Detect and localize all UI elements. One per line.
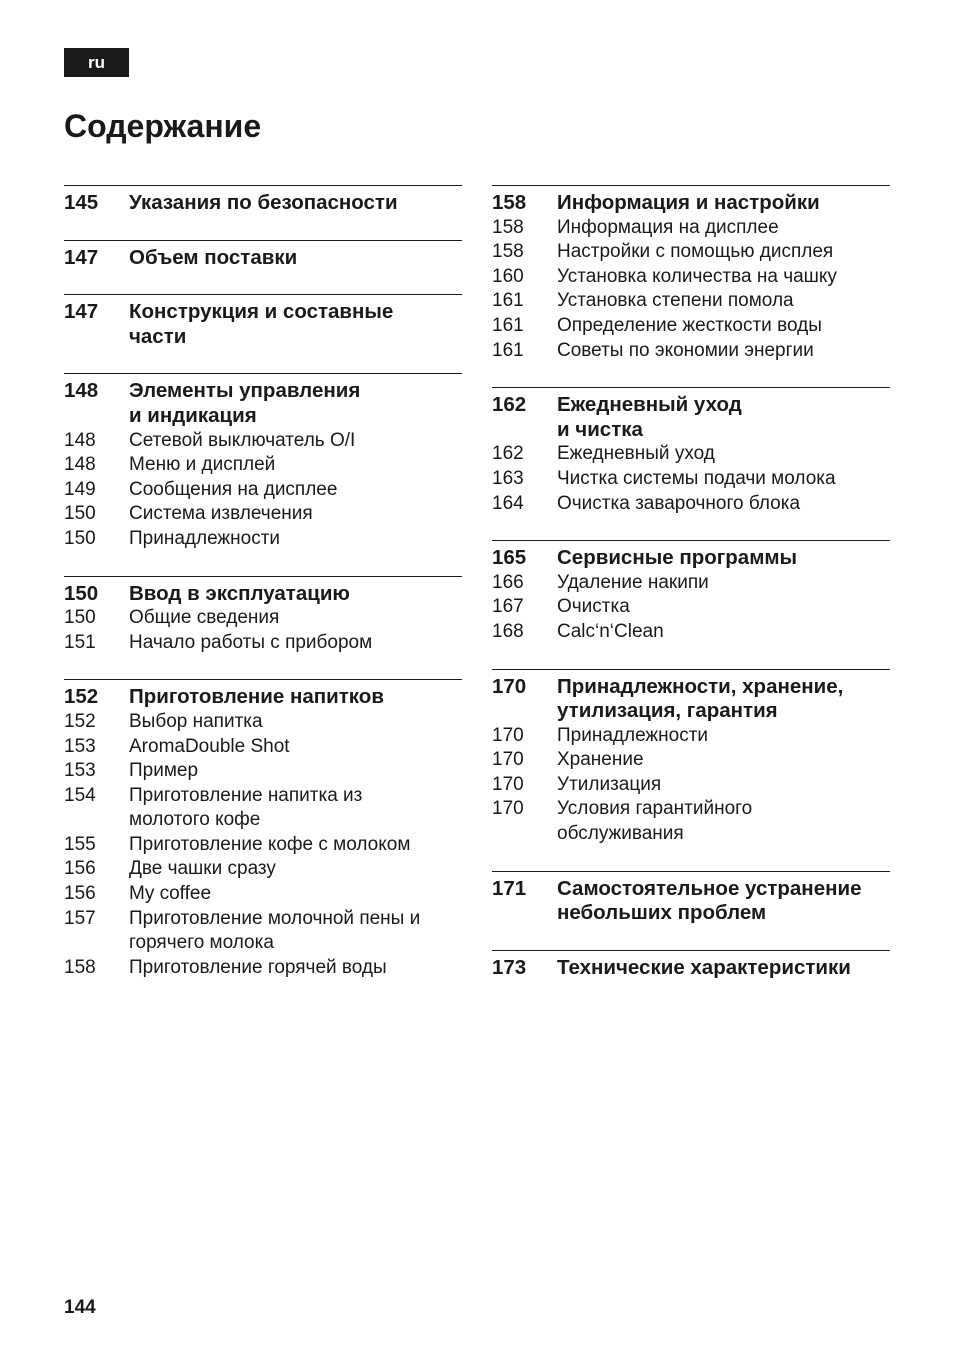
- toc-entry[interactable]: [492, 773, 890, 798]
- toc-text-line: Две чашки сразу: [129, 858, 276, 880]
- toc-section-heading[interactable]: [492, 675, 890, 724]
- toc-text-line: Очистка: [557, 596, 630, 618]
- toc-entry-text: [557, 216, 890, 241]
- toc-page-number: 156: [64, 858, 96, 880]
- toc-text-line: Принадлежности: [557, 724, 709, 746]
- toc-text-line: Хранение: [557, 749, 644, 771]
- language-badge: ru: [64, 48, 129, 77]
- toc-entry[interactable]: [492, 314, 890, 339]
- toc-page-number: 170: [492, 724, 524, 746]
- toc-entry[interactable]: [492, 467, 890, 492]
- toc-entry[interactable]: [492, 748, 890, 773]
- toc-entry-text: [557, 339, 890, 364]
- toc-entry-text: [557, 748, 890, 773]
- toc-heading-text: [557, 393, 890, 442]
- toc-text-line: молотого кофе: [129, 809, 261, 831]
- toc-entry-text: [129, 478, 462, 503]
- toc-page-number: 170: [492, 674, 527, 698]
- toc-entry[interactable]: [492, 289, 890, 314]
- toc-text-line: Конструкция и составные: [129, 300, 394, 324]
- toc-page-number: 161: [492, 339, 524, 361]
- toc-text-line: Настройки с помощью дисплея: [557, 241, 834, 263]
- toc-text-line: Объем поставки: [129, 245, 298, 269]
- toc-heading-text: [129, 685, 462, 710]
- toc-text-line: горячего молока: [129, 932, 274, 954]
- toc-page-number: 171: [492, 876, 527, 900]
- toc-entry[interactable]: [64, 631, 462, 656]
- toc-heading-text: [129, 582, 462, 607]
- toc-entry-text: [557, 620, 890, 645]
- toc-page-number: 153: [64, 735, 96, 757]
- toc-entry[interactable]: [492, 571, 890, 596]
- toc-page-number: 152: [64, 710, 96, 732]
- toc-section-heading[interactable]: [492, 393, 890, 442]
- toc-text-line: и индикация: [129, 403, 257, 427]
- toc-page-number: 147: [64, 300, 99, 324]
- toc-page-number: 170: [492, 773, 524, 795]
- toc-page-number: 155: [64, 833, 96, 855]
- toc-text-line: Приготовление кофе с молоком: [129, 833, 411, 855]
- toc-page-number: 164: [492, 492, 524, 514]
- toc-heading-text: [557, 546, 890, 571]
- toc-page-number: 145: [64, 191, 99, 214]
- toc-entry-text: [557, 314, 890, 339]
- toc-section: [64, 185, 462, 240]
- toc-entry[interactable]: [64, 527, 462, 552]
- toc-text-line: Установка степени помола: [557, 290, 794, 312]
- toc-heading-text: [129, 191, 462, 216]
- toc-page-number: 160: [492, 265, 524, 287]
- toc-section: [64, 240, 462, 295]
- toc-text-line: Установка количества на чашку: [557, 265, 837, 287]
- toc-entry[interactable]: [492, 216, 890, 241]
- toc-page-number: 151: [64, 631, 96, 653]
- toc-entry[interactable]: [492, 492, 890, 517]
- toc-entry-text: [129, 631, 462, 656]
- toc-page-number: 152: [64, 685, 99, 709]
- toc-page-number: 154: [64, 784, 96, 806]
- toc-text-line: Условия гарантийного: [557, 798, 753, 820]
- toc-page-number: 150: [64, 581, 99, 605]
- toc-entry[interactable]: [64, 710, 462, 735]
- toc-entry-text: [557, 240, 890, 265]
- toc-text-line: Принадлежности: [129, 527, 281, 549]
- toc-text-line: Самостоятельное устранение: [557, 876, 862, 900]
- toc-page-number: 148: [64, 429, 96, 451]
- toc-entry[interactable]: [64, 429, 462, 454]
- toc-section: [64, 679, 462, 980]
- toc-entry-text: [129, 502, 462, 527]
- toc-page-number: 158: [492, 241, 524, 263]
- toc-page-number: 149: [64, 478, 96, 500]
- toc-entry-text: [129, 759, 462, 784]
- toc-section-heading[interactable]: [64, 582, 462, 607]
- toc-entry[interactable]: [64, 956, 462, 981]
- toc-entry-text: [129, 857, 462, 882]
- toc-entry[interactable]: [492, 265, 890, 290]
- toc-section: [492, 871, 890, 950]
- toc-entry-text: [129, 882, 462, 907]
- toc-page-number: 150: [64, 527, 96, 549]
- toc-entry-text: [129, 606, 462, 631]
- toc-text-line: Ежедневный уход: [557, 393, 742, 417]
- toc-entry-text: [557, 797, 890, 846]
- toc-entry[interactable]: [64, 882, 462, 907]
- toc-entry[interactable]: [492, 339, 890, 364]
- toc-section: [64, 576, 462, 680]
- toc-heading-text: [129, 300, 462, 349]
- toc-text-line: Приготовление молочной пены и: [129, 907, 421, 929]
- toc-entry[interactable]: [64, 907, 462, 956]
- toc-entry[interactable]: [64, 857, 462, 882]
- toc-entry[interactable]: [492, 442, 890, 467]
- toc-page-number: 147: [64, 245, 99, 269]
- toc-entry-text: [557, 571, 890, 596]
- toc-entry-text: [129, 956, 462, 981]
- toc-text-line: части: [129, 324, 187, 348]
- toc-section: [492, 185, 890, 387]
- toc-text-line: Информация и настройки: [557, 191, 820, 214]
- page-number: 144: [64, 1297, 96, 1318]
- toc-text-line: утилизация, гарантия: [557, 699, 778, 723]
- toc-page-number: 150: [64, 607, 96, 629]
- toc-entry-text: [129, 710, 462, 735]
- toc-heading-text: [129, 246, 462, 271]
- toc-text-line: Технические характеристики: [557, 955, 851, 979]
- toc-entry[interactable]: [492, 724, 890, 749]
- toc-section: [492, 387, 890, 540]
- toc-entry-text: [129, 784, 462, 833]
- toc-entry[interactable]: [492, 797, 890, 846]
- toc-entry[interactable]: [64, 606, 462, 631]
- toc-text-line: Начало работы с прибором: [129, 631, 373, 653]
- toc-text-line: Выбор напитка: [129, 710, 263, 732]
- toc-text-line: Утилизация: [557, 773, 662, 795]
- toc-text-line: Очистка заварочного блока: [557, 492, 801, 514]
- toc-section: [64, 373, 462, 575]
- toc-entry-text: [129, 429, 462, 454]
- toc-section: [492, 950, 890, 981]
- toc-text-line: Сервисные программы: [557, 546, 798, 570]
- toc-page-number: 170: [492, 798, 524, 820]
- toc-heading-text: [557, 877, 890, 926]
- toc-text-line: Система извлечения: [129, 503, 313, 525]
- toc-entry-text: [557, 492, 890, 517]
- toc-text-line: Элементы управления: [129, 379, 361, 403]
- toc-page-number: 163: [492, 467, 524, 489]
- toc-page-number: 161: [492, 314, 524, 336]
- toc-page-number: 156: [64, 883, 96, 905]
- toc-text-line: Удаление накипи: [557, 571, 709, 593]
- toc-heading-text: [557, 191, 890, 216]
- toc-entry-text: [557, 289, 890, 314]
- toc-page-number: 162: [492, 393, 527, 417]
- toc-text-line: My coffee: [129, 883, 212, 905]
- toc-entry[interactable]: [64, 833, 462, 858]
- toc-heading-text: [129, 379, 462, 428]
- toc-entry[interactable]: [64, 453, 462, 478]
- toc-text-line: Определение жесткости воды: [557, 314, 822, 336]
- toc-page-number: 161: [492, 290, 524, 312]
- toc-page-number: 158: [64, 956, 96, 978]
- toc-entry-text: [557, 467, 890, 492]
- toc-text-line: Чистка системы подачи молока: [557, 467, 836, 489]
- toc-entry[interactable]: [492, 620, 890, 645]
- toc-entry-text: [129, 735, 462, 760]
- toc-entry-text: [557, 773, 890, 798]
- toc-page-number: 158: [492, 216, 524, 238]
- toc-text-line: обслуживания: [557, 823, 684, 845]
- toc-entry[interactable]: [492, 595, 890, 620]
- toc-entry-text: [129, 833, 462, 858]
- toc-text-line: Общие сведения: [129, 607, 280, 629]
- toc-section-heading[interactable]: [492, 877, 890, 926]
- toc-text-line: Принадлежности, хранение,: [557, 674, 844, 698]
- toc-text-line: Ввод в эксплуатацию: [129, 581, 350, 605]
- toc-section-heading[interactable]: [64, 246, 462, 271]
- toc-page-number: 157: [64, 907, 96, 929]
- toc-text-line: Приготовление горячей воды: [129, 956, 387, 978]
- toc-page-number: 170: [492, 749, 524, 771]
- toc-page-number: 153: [64, 760, 96, 782]
- toc-text-line: Сетевой выключатель O/I: [129, 429, 356, 451]
- toc-entry[interactable]: [64, 784, 462, 833]
- toc-entry[interactable]: [64, 478, 462, 503]
- toc-text-line: Calc‘n‘Clean: [557, 620, 664, 642]
- toc-page-number: 148: [64, 454, 96, 476]
- toc-page-number: 150: [64, 503, 96, 525]
- toc-entry-text: [129, 527, 462, 552]
- toc-entry-text: [129, 907, 462, 956]
- toc-text-line: Информация на дисплее: [557, 216, 779, 238]
- toc-page-number: 173: [492, 955, 527, 979]
- toc-page-number: 148: [64, 379, 99, 403]
- toc-text-line: небольших проблем: [557, 901, 767, 925]
- toc-text-line: Приготовление напитков: [129, 685, 384, 709]
- toc-section: [64, 294, 462, 373]
- toc-section-heading[interactable]: [492, 191, 890, 216]
- toc-text-line: Советы по экономии энергии: [557, 339, 814, 361]
- toc-entry-text: [129, 453, 462, 478]
- toc-heading-text: [557, 675, 890, 724]
- toc-page-number: 167: [492, 596, 524, 618]
- toc-text-line: Приготовление напитка из: [129, 784, 363, 806]
- toc-entry-text: [557, 595, 890, 620]
- toc-section: [492, 669, 890, 871]
- page-title: Содержание: [64, 108, 262, 144]
- toc-text-line: Пример: [129, 760, 199, 782]
- toc-section-heading[interactable]: [64, 300, 462, 349]
- toc-entry[interactable]: [64, 759, 462, 784]
- toc-section-heading[interactable]: [64, 379, 462, 428]
- toc-page-number: 166: [492, 571, 524, 593]
- toc-page-number: 168: [492, 620, 524, 642]
- toc-section-heading[interactable]: [64, 685, 462, 710]
- toc-section: [492, 540, 890, 668]
- toc-heading-text: [557, 956, 890, 981]
- toc-entry[interactable]: [64, 502, 462, 527]
- toc-text-line: Указания по безопасности: [129, 191, 398, 214]
- toc-entry[interactable]: [492, 240, 890, 265]
- toc-column-left: [64, 185, 462, 980]
- toc-page-number: 165: [492, 546, 527, 570]
- toc-entry-text: [557, 724, 890, 749]
- toc-section-heading[interactable]: [492, 956, 890, 981]
- toc-section-heading[interactable]: [64, 191, 462, 216]
- toc-text-line: Меню и дисплей: [129, 454, 276, 476]
- toc-text-line: и чистка: [557, 417, 643, 441]
- toc-text-line: Сообщения на дисплее: [129, 478, 338, 500]
- toc-entry[interactable]: [64, 735, 462, 760]
- toc-text-line: AromaDouble Shot: [129, 735, 290, 757]
- toc-section-heading[interactable]: [492, 546, 890, 571]
- toc-entry-text: [557, 265, 890, 290]
- toc-text-line: Ежедневный уход: [557, 443, 715, 465]
- toc-column-right: [492, 185, 890, 980]
- toc-entry-text: [557, 442, 890, 467]
- toc-page-number: 158: [492, 191, 527, 214]
- toc-page-number: 162: [492, 443, 524, 465]
